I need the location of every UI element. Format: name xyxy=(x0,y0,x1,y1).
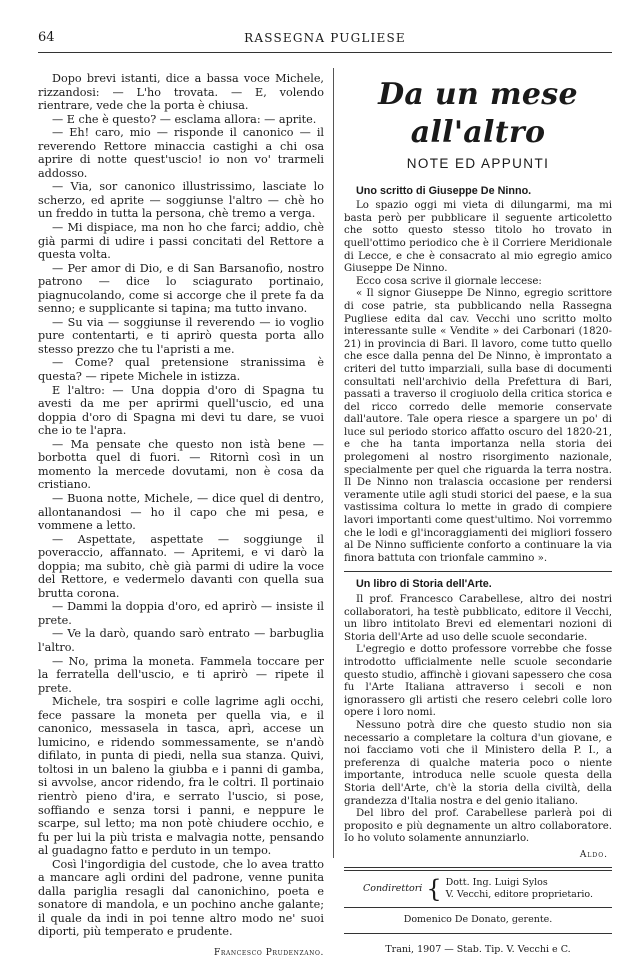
paragraph: — Per amor di Dio, e di San Barsanofio, nostro patrono — dice lo sciagurato portinaio, piagnucolando, come si accorge che il prete fa da senno; e supplicante si tapina; ma tutto invano. xyxy=(38,261,324,316)
paragraph: — Via, sor canonico illustrissimo, lasciate lo scherzo, ed aprite — soggiunse l'altro — chè ho un freddo in tutta la persona, chè tremo a verga. xyxy=(38,180,324,221)
credits-names xyxy=(446,877,593,901)
column-divider xyxy=(333,68,334,858)
paragraph: — Buona notte, Michele, — dice quel di dentro, allontanandosi — ho il capo che mi pesa, e vommene a letto. xyxy=(38,491,324,533)
paragraph: L'egregio e dotto professore vorrebbe che fosse introdotto ufficialmente nelle scuole secondarie questo studio, affinchè i giovani sapessero che cosa fu l'Arte Italiana attraverso i secoli e non ignorassero gli artisti che resero celebri colle loro opere i loro nomi. xyxy=(344,644,612,719)
paragraph: Del libro del prof. Carabellese parlerà poi di proposito e più degnamente un altro collaboratore. Io ho voluto solamente annunziarlo. xyxy=(344,808,612,845)
credits-label: Condirettori xyxy=(362,883,423,895)
paragraph: Così l'ingordigia del custode, che lo avea tratto a mancare agli ordini del padrone, venne punita dalla pariglia resagli dal canonichino, poeta e sonatore di mandola, e un pochino anche galante; il quale da indi in poi tenne altro modo ne' suoi diporti, più temperato e prudente. xyxy=(38,857,324,939)
paragraph: — Dammi la doppia d'oro, ed aprirò — insiste il prete. xyxy=(38,600,324,627)
gerente-line: Domenico De Donato, gerente. xyxy=(403,914,553,926)
section-subhead: NOTE ED APPUNTI xyxy=(406,156,550,171)
running-title: RASSEGNA PUGLIESE xyxy=(244,31,406,45)
article-title: Un libro di Storia dell'Arte. xyxy=(356,578,492,591)
paragraph: Il prof. Francesco Carabellese, altro dei nostri collaboratori, ha testè pubblicato, editore il Vecchi, un libro intitolato Brevi ed elementari nozioni di Storia dell'Arte ad uso delle scuole secondarie. xyxy=(344,594,612,643)
paragraph: « Il signor Giuseppe De Ninno, egregio scrittore di cose patrie, sta pubblicando nella Rassegna Pugliese edita dal cav. Vecchi uno scritto molto interessante sulle « Vendite » dei Carbonari (1820-21) in provincia di Bari. Il lavoro, come tutto quello che esce dalla penna del De Ninno, è improntato a criteri del tutto imparziali, sulla base di documenti consultati nell'archivio della Prefettura di Bari, passati a traverso il crogiuolo della critica storica e del ricco corredo delle memorie conservate dall'autore. Tale opera riesce a spargere un po' di luce sul periodo storico affatto oscuro del 1820-21, e che ha tanta importanza nella storia dei prolegomeni al nostro risorgimento nazionale, specialmente per quel che riguarda la terra nostra. Il De Ninno non tralascia occasione per rendersi veramente utile agli studi storici del paese, e la sua vastissima coltura lo mette in grado di compiere lavori importanti come quest'ultimo. Noi vorremmo che le lodi e gl'incoraggiamenti dei migliori fossero al De Ninno sufficiente conforto a continuare la via finora battuta con trionfale cammino ». xyxy=(344,288,612,564)
paragraph: — Eh! caro, mio — risponde il canonico — il reverendo Rettore minaccia castighi a chi osa aprire di notte quest'uscio! io non vo' trarmeli addosso. xyxy=(38,126,324,180)
paragraph: — Su via — soggiunse il reverendo — io voglio pure contentarti, e ti aprirò questa porta allo stesso prezzo che tu l'apristi a me. xyxy=(38,315,324,356)
paragraph: Ecco cosa scrive il giornale leccese: xyxy=(356,275,542,287)
page-number: 64 xyxy=(38,30,55,45)
divider xyxy=(344,907,612,908)
left-column xyxy=(38,72,324,961)
paragraph: — Mi dispiace, ma non ho che farci; addio, chè già parmi di udire i passi concitati del Rettore a questa volta. xyxy=(38,221,324,262)
paragraph: — No, prima la moneta. Fammela toccare per la ferratella dell'uscio, e ti aprirò — ripete il prete. xyxy=(38,654,324,695)
paragraph: — Ve la darò, quando sarò entrato — barbuglia l'altro. xyxy=(38,627,324,654)
paragraph: Michele, tra sospiri e colle lagrime agli occhi, fece passare la moneta per quella via, e il canonico, messasela in tasca, aprì, accese un lumicino, e ridendo sommessamente, se n'andò difilato, in punta di piedi, nella sua stanza. Quivi, toltosi in un baleno la giubba e i panni di gamba, si avvolse, ancor ridendo, fra le coltri. Il portinaio rientrò pieno d'ira, e serrato l'uscio, si pose, soffiando e senza torsi i panni, e neppure le scarpe, sul letto; ma non potè chiudere occhio, e fu per lui la più trista e malvagia notte, pensando al guadagno fatto e perduto in un tempo. xyxy=(38,695,324,858)
paragraph: — Aspettate, aspettate — soggiunge il poveraccio, affannato. — Apritemi, e vi darò la doppia; ma subito, chè già parmi di udire la voce del Rettore, e vedermelo davanti con quella sua brutta corona. xyxy=(38,532,324,600)
credit-name: Dott. Ing. Luigi Sylos xyxy=(445,877,548,889)
printer-line: Trani, 1907 — Stab. Tip. V. Vecchi e C. xyxy=(385,944,571,956)
credit-name: V. Vecchi, editore proprietario. xyxy=(445,889,594,901)
paragraph: — Ma pensate che questo non istà bene — borbotta quel di fuori. — Ritornì così in un momento la mercede dovutami, non è cosa da cristiano. xyxy=(38,437,324,492)
section-masthead: Da un mese all'altro xyxy=(378,77,578,150)
article-title: Uno scritto di Giuseppe De Ninno. xyxy=(356,184,532,197)
paragraph: E l'altro: — Una doppia d'oro di Spagna tu avesti da me per aprirmi quell'uscio, ed una doppia d'oro di Spagna mi devi tu dare, se vuoi che io te l'apra. xyxy=(38,383,324,438)
paragraph: — Come? qual pretensione stranissima è questa? — ripete Michele in istizza. xyxy=(38,356,324,384)
page-header xyxy=(38,28,612,53)
paragraph: Dopo brevi istanti, dice a bassa voce Michele, rizzandosi: — L'ho trovata. — E, volendo rientrare, vede che la porta è chiusa. xyxy=(38,72,324,113)
brace-glyph: { xyxy=(426,875,442,904)
author-signature: Francesco Prudenzano. xyxy=(214,948,324,958)
article-signature: Aldo. xyxy=(579,849,608,860)
divider xyxy=(344,867,612,871)
right-column xyxy=(344,76,612,957)
credits xyxy=(344,875,612,904)
divider xyxy=(344,571,612,572)
paragraph: Nessuno potrà dire che questo studio non sia necessario a completare la coltura d'un giovane, e noi facciamo voti che il Ministero della P. I., a preferenza di qualche materia poco o niente importante, introduca nelle scuole questa della Storia dell'Arte, ch'è la storia della civiltà, della grandezza d'Italia nostra e del genio italiano. xyxy=(344,719,612,807)
divider xyxy=(344,933,612,934)
paragraph: Lo spazio oggi mi vieta di dilungarmi, ma mi basta però per pubblicare il seguente articoletto che sotto questo stesso titolo ho trovato in quell'ottimo periodico che è il Corriere Meridionale di Lecce, e che è consacrato al mio egregio amico Giuseppe De Ninno. xyxy=(344,200,612,275)
paragraph: — E che è questo? — esclama allora: — aprite. xyxy=(52,112,317,126)
